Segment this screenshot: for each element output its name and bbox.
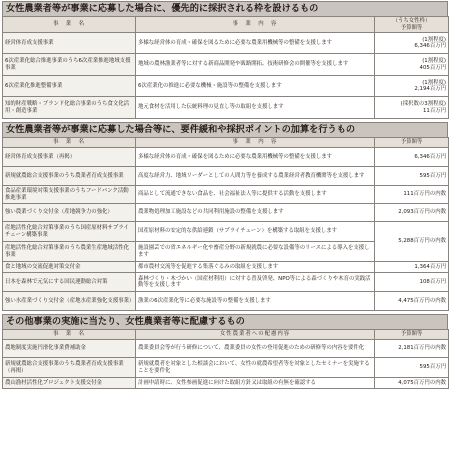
section-table xyxy=(2,329,449,389)
project-budget: 595百万円 xyxy=(375,167,449,186)
section-table xyxy=(2,16,449,119)
project-name: 農山漁村活性化プロジェクト支援交付金 xyxy=(3,378,136,389)
table-row xyxy=(3,273,449,292)
table-row xyxy=(3,292,449,311)
project-budget: 108百万円 xyxy=(375,273,449,292)
column-header-budget xyxy=(375,17,449,33)
table-row xyxy=(3,148,449,167)
table-row xyxy=(3,222,449,242)
budget-header-line2: 予算額等 xyxy=(400,24,423,31)
section-table xyxy=(2,137,449,311)
table-row xyxy=(3,97,449,119)
section-title: その他事業の実施に当たり、女性農業者等に配慮するもの xyxy=(2,314,448,329)
project-name: 知的財産戦略・ブランド化総合事業のうち食文化活用・創造事業 xyxy=(3,97,136,119)
project-name: 6次産業化総合推進事業のうち6次産業推進地域支援事業 xyxy=(3,54,136,76)
project-content: 計画申請時に、女性参画促進に向けた取組方針又は取組の有無を確認する xyxy=(136,378,375,389)
project-budget: 1,364百万円 xyxy=(375,262,449,273)
section-title: 女性農業者等が事業に応募した場合に、優先的に採択される枠を設けるもの xyxy=(2,1,448,16)
project-content: 国産原材料の安定的な供給連鎖（サプライチェーン）を構築する取組を支援します xyxy=(136,222,375,242)
column-header-budget: 予算額等 xyxy=(375,138,449,148)
budget-ratio: (1割程度) xyxy=(422,58,446,65)
table-row xyxy=(3,262,449,273)
project-name: 日本を森林で元気にする国民運動総合対策 xyxy=(3,273,136,292)
project-name: 産地活性化総合対策事業のうち国産原材料サプライチェーン構築事業 xyxy=(3,222,136,242)
project-content: 農業委員会等が行う研修について、農業委員の女性の登用促進のための研修等の内容を要件化 xyxy=(136,340,375,358)
project-name: 新規就農総合支援事業のうち農業者育成支援事業 xyxy=(3,167,136,186)
table-row xyxy=(3,167,449,186)
project-content: 高度な経営力、地域リーダーとしての人間力等を養成する農業経営者教育機関等を支援します xyxy=(136,167,375,186)
budget-header-line1: （うち女性枠） xyxy=(392,18,431,25)
project-content: 6次産業化の推進に必要な機械・施設等の整備を支援します xyxy=(136,76,375,97)
project-content: 商品として流通できない食品を、社会福祉法人等に提供する活動を支援します xyxy=(136,186,375,204)
column-header-project: 事 業 名 xyxy=(3,17,136,33)
budget-amount: 405百万円 xyxy=(419,64,446,71)
project-budget xyxy=(375,54,449,76)
project-budget: 5,288百万円の内数 xyxy=(375,222,449,262)
project-budget: 2,181百万円の内数 xyxy=(375,340,449,358)
project-budget: 2,093百万円の内数 xyxy=(375,204,449,222)
column-header-content: 事 業 内 容 xyxy=(136,138,375,148)
project-content: 都市農村交流等を促進する集落ぐるみの取組を支援します xyxy=(136,262,375,273)
document-page xyxy=(2,1,448,389)
project-content: 森林づくり・木づかい（国産材利用）に対する普及啓発、NPO等による森づくりや木育の実践活動等を支援します xyxy=(136,273,375,292)
table-row xyxy=(3,378,449,389)
project-content: 地域の農林漁業者等に対する新商品開発や販路開拓、技術研修会の開催等を支援します xyxy=(136,54,375,76)
table-row xyxy=(3,33,449,54)
budget-ratio: (1割程度) xyxy=(422,79,446,86)
column-header-project: 事 業 名 xyxy=(3,138,136,148)
project-name: 6次産業化推進整備事業 xyxy=(3,76,136,97)
project-content: 施設園芸での省エネルギー化や畜産分野の新規就農に必要な設備等のリースによる導入を支援します xyxy=(136,242,375,262)
table-row xyxy=(3,54,449,76)
project-content: 多様な経営体の育成・確保を図るために必要な農業用機械等の整備を支援します xyxy=(136,33,375,54)
budget-ratio: (採択数の3割程度) xyxy=(400,101,446,108)
column-header-content: 女性農業者への配慮内容 xyxy=(136,330,375,340)
project-budget xyxy=(375,33,449,54)
table-row xyxy=(3,186,449,204)
project-budget: 6,346百万円 xyxy=(375,148,449,167)
budget-amount: 2,194百万円 xyxy=(414,86,446,92)
section-title: 女性農業者等が事業に応募した場合等に、要件緩和や採択ポイントの加算を行うもの xyxy=(2,122,448,137)
project-name: 新規就農総合支援事業のうち農業者育成支援事業（再掲） xyxy=(3,358,136,378)
table-row xyxy=(3,340,449,358)
project-content: 多様な経営体の育成・確保を図るために必要な農業用機械等の整備を支援します xyxy=(136,148,375,167)
project-name: 経営体育成支援事業 xyxy=(3,33,136,54)
project-content: 農業物処理加工施設などの共同利用施設の整備を支援します xyxy=(136,204,375,222)
table-row xyxy=(3,358,449,378)
project-content: 漁業の6次産業化等に必要な施設等の整備を支援します xyxy=(136,292,375,311)
budget-ratio: (1割程度) xyxy=(422,36,446,43)
project-name: 農地制度実施円滑化事業費補助金 xyxy=(3,340,136,358)
project-budget: 4,075百万円の内数 xyxy=(375,378,449,389)
budget-amount: 11百万円 xyxy=(422,107,446,114)
project-name: 産地活性化総合対策事業のうち農業生産地域活性化事業 xyxy=(3,242,136,262)
column-header-budget: 予算額等 xyxy=(375,330,449,340)
project-budget: 111百万円の内数 xyxy=(375,186,449,204)
project-budget xyxy=(375,76,449,97)
project-name: 強い水産業づくり交付金（産地水産業強化支援事業） xyxy=(3,292,136,311)
project-content: 新規就農者を対象とした相談会において、女性の就農希望者等を対象としたセミナーを実施することを要件化 xyxy=(136,358,375,378)
column-header-content: 事 業 内 容 xyxy=(136,17,375,33)
project-budget xyxy=(375,97,449,119)
project-name: 食品産業環境対策支援事業のうちフードバンク活動推進事業 xyxy=(3,186,136,204)
project-name: 経営体育成支援事業（再掲） xyxy=(3,148,136,167)
column-header-project: 事 業 名 xyxy=(3,330,136,340)
project-content: 地元食材を活用した伝統料理の見直し等の取組を支援します xyxy=(136,97,375,119)
project-budget: 4,475百万円の内数 xyxy=(375,292,449,311)
budget-amount: 6,346百万円 xyxy=(414,43,446,49)
project-budget: 595百万円 xyxy=(375,358,449,378)
table-row xyxy=(3,204,449,222)
project-name: 食と地域の交流促進対策交付金 xyxy=(3,262,136,273)
table-row xyxy=(3,76,449,97)
project-name: 強い農業づくり交付金（産地競争力の強化） xyxy=(3,204,136,222)
